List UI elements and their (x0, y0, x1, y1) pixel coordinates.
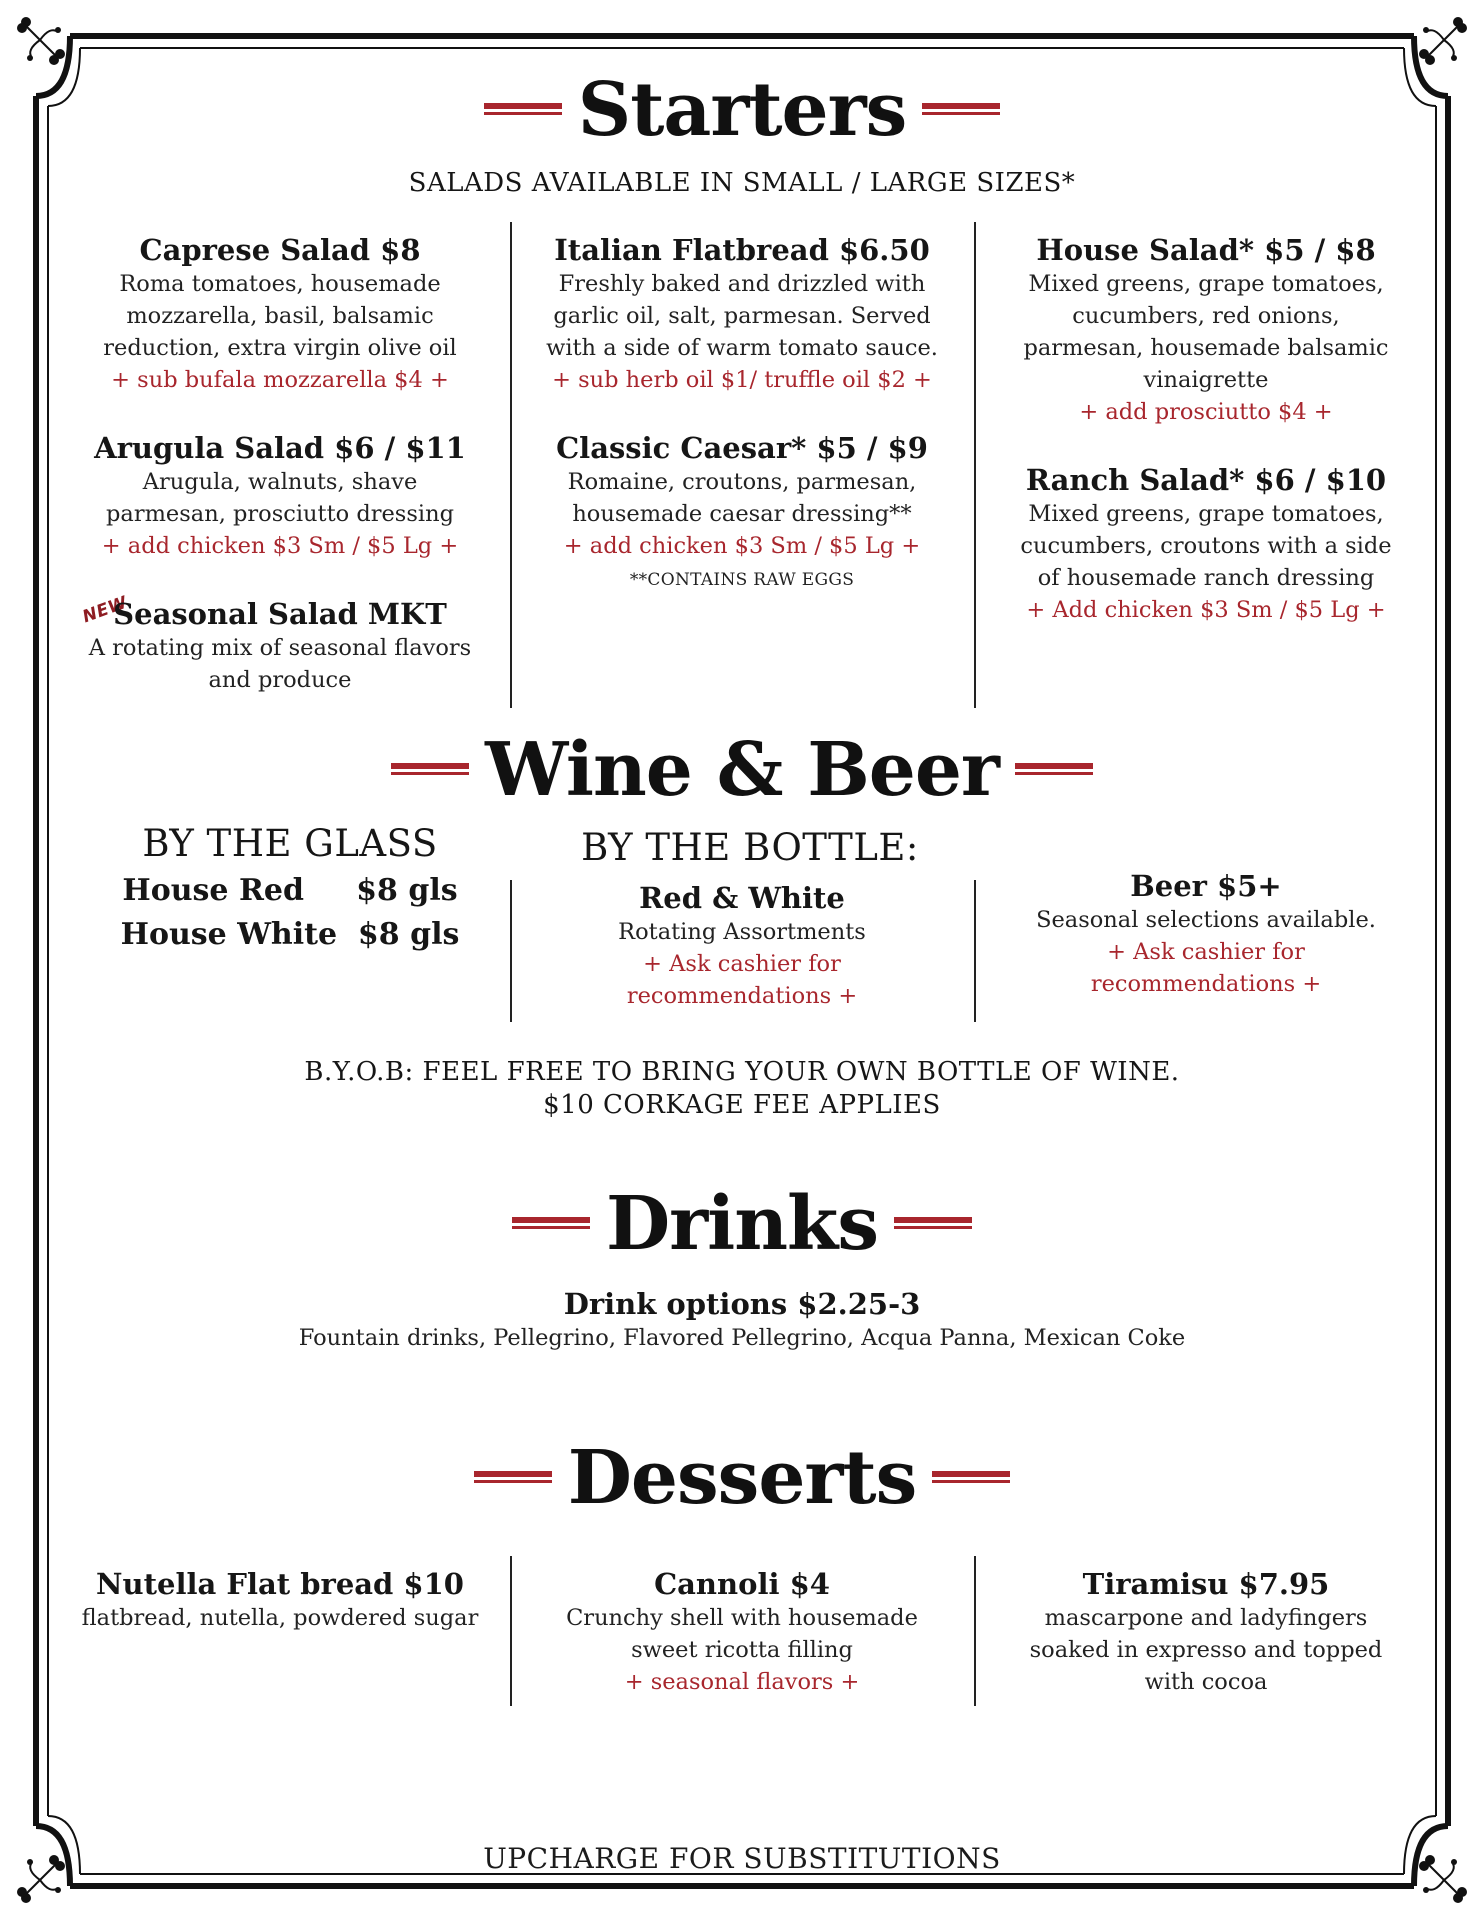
header-rule (932, 1471, 1010, 1485)
item-title: Caprese Salad $8 (139, 233, 421, 267)
item-desc-line: A rotating mix of seasonal flavors (88, 635, 472, 661)
byob-line: B.Y.O.B: FEEL FREE TO BRING YOUR OWN BOTTLE OF WINE. (304, 1057, 1180, 1087)
item-addon: + add prosciutto $4 + (1079, 399, 1333, 425)
item-desc-line: Freshly baked and drizzled with (558, 271, 926, 297)
item-desc-line: cucumbers, croutons with a side (1020, 533, 1392, 559)
item-desc-line: Mixed greens, grape tomatoes, (1028, 271, 1384, 297)
item-desc-line: soaked in expresso and topped (1029, 1637, 1383, 1663)
floral-corner-icon (1410, 14, 1470, 74)
column-divider (510, 222, 512, 708)
item-desc-line: mozzarella, basil, balsamic (126, 303, 434, 329)
item-desc-line: vinaigrette (1143, 367, 1269, 393)
substitution-footer: UPCHARGE FOR SUBSTITUTIONS (483, 1842, 1001, 1875)
item-addon: recommendations + (626, 983, 858, 1009)
item-addon: + seasonal flavors + (624, 1669, 860, 1695)
menu-item-tiramisu (1006, 1566, 1406, 1698)
menu-item-drink-options (0, 1286, 1484, 1354)
by-the-glass-heading: BY THE GLASS (142, 822, 438, 865)
item-desc-line: parmesan, prosciutto dressing (106, 501, 454, 527)
drinks-title: Drinks (605, 1181, 878, 1267)
menu-item-beer (1006, 868, 1406, 1000)
item-addon: recommendations + (1090, 971, 1322, 997)
starters-header (0, 67, 1484, 153)
wine-beer-title: Wine & Beer (485, 727, 999, 813)
column-divider (510, 1556, 512, 1706)
menu-item-caprese-salad (80, 232, 480, 396)
column-divider (510, 880, 512, 1022)
house-white-line: House White $8 gls (120, 917, 460, 952)
item-desc-line: flatbread, nutella, powdered sugar (81, 1605, 479, 1631)
item-desc-line: with a side of warm tomato sauce. (546, 335, 938, 361)
item-title: Ranch Salad* $6 / $10 (1025, 463, 1387, 497)
item-desc-line: Rotating Assortments (618, 919, 866, 945)
item-addon: + add chicken $3 Sm / $5 Lg + (563, 533, 921, 559)
desserts-title: Desserts (567, 1435, 917, 1521)
column-divider (974, 1556, 976, 1706)
column-divider (974, 222, 976, 708)
house-red-line: House Red $8 gls (122, 873, 458, 908)
new-badge: NEW (79, 592, 131, 628)
byob-note (0, 1056, 1484, 1122)
menu-item-arugula-salad (80, 430, 480, 562)
item-title: Red & White (639, 881, 845, 915)
starters-title: Starters (577, 67, 907, 153)
item-desc-line: cucumbers, red onions, (1072, 303, 1340, 329)
header-rule (1015, 763, 1093, 777)
item-title: Drink options $2.25-3 (563, 1287, 921, 1321)
item-addon: + add chicken $3 Sm / $5 Lg + (101, 533, 459, 559)
menu-item-cannoli (542, 1566, 942, 1698)
item-addon: + Ask cashier for (1107, 939, 1305, 965)
drinks-header (0, 1182, 1484, 1266)
item-title: Tiramisu $7.95 (1082, 1567, 1330, 1601)
item-addon: + Add chicken $3 Sm / $5 Lg + (1026, 597, 1386, 623)
item-desc-line: with cocoa (1144, 1669, 1268, 1695)
floral-corner-icon (14, 14, 74, 74)
item-title: Arugula Salad $6 / $11 (94, 431, 466, 465)
item-addon: + Ask cashier for (643, 951, 841, 977)
menu-item-seasonal-salad (80, 596, 480, 696)
item-addon: + sub herb oil $1/ truffle oil $2 + (552, 367, 932, 393)
item-desc-line: mascarpone and ladyfingers (1044, 1605, 1368, 1631)
item-desc-line: housemade caesar dressing** (572, 501, 912, 527)
item-desc-line: of housemade ranch dressing (1037, 565, 1375, 591)
item-desc-line: parmesan, housemade balsamic (1023, 335, 1389, 361)
item-desc-line: sweet ricotta filling (631, 1637, 853, 1663)
corkage-line: $10 CORKAGE FEE APPLIES (543, 1090, 941, 1120)
item-desc-line: Fountain drinks, Pellegrino, Flavored Pellegrino, Acqua Panna, Mexican Coke (298, 1325, 1186, 1351)
item-title: Italian Flatbread $6.50 (554, 233, 930, 267)
item-desc-line: Romaine, croutons, parmesan, (567, 469, 917, 495)
item-desc-line: Seasonal selections available. (1036, 907, 1376, 933)
item-title: Nutella Flat bread $10 (96, 1567, 464, 1601)
item-desc-line: Mixed greens, grape tomatoes, (1028, 501, 1384, 527)
by-the-glass (80, 822, 500, 957)
header-rule (391, 763, 469, 777)
item-title: House Salad* $5 / $8 (1036, 233, 1376, 267)
header-rule (512, 1217, 590, 1231)
wine-beer-header (0, 728, 1484, 812)
raw-egg-note: **CONTAINS RAW EGGS (629, 570, 855, 590)
menu-item-house-salad (1006, 232, 1406, 428)
header-rule (894, 1217, 972, 1231)
by-the-bottle-heading: BY THE BOTTLE: (581, 826, 919, 869)
header-rule (922, 103, 1000, 117)
item-desc-line: garlic oil, salt, parmesan. Served (553, 303, 931, 329)
menu-item-classic-caesar (542, 430, 942, 592)
item-title: Seasonal Salad MKT (113, 597, 447, 631)
item-desc-line: Crunchy shell with housemade (566, 1605, 918, 1631)
header-rule (484, 103, 562, 117)
item-addon: + sub bufala mozzarella $4 + (111, 367, 449, 393)
column-divider (974, 880, 976, 1022)
header-rule (474, 1471, 552, 1485)
starters-subtitle: SALADS AVAILABLE IN SMALL / LARGE SIZES* (408, 168, 1076, 198)
item-desc-line: Roma tomatoes, housemade (119, 271, 441, 297)
item-desc-line: Arugula, walnuts, shave (142, 469, 418, 495)
menu-item-italian-flatbread (542, 232, 942, 396)
menu-item-red-white (542, 880, 942, 1012)
item-desc-line: and produce (208, 667, 352, 693)
item-title: Classic Caesar* $5 / $9 (556, 431, 928, 465)
item-desc-line: reduction, extra virgin olive oil (103, 335, 457, 361)
menu-item-ranch-salad (1006, 462, 1406, 626)
desserts-header (0, 1436, 1484, 1520)
item-title: Beer $5+ (1130, 869, 1282, 903)
item-title: Cannoli $4 (654, 1567, 830, 1601)
menu-item-nutella-flatbread (80, 1566, 480, 1634)
